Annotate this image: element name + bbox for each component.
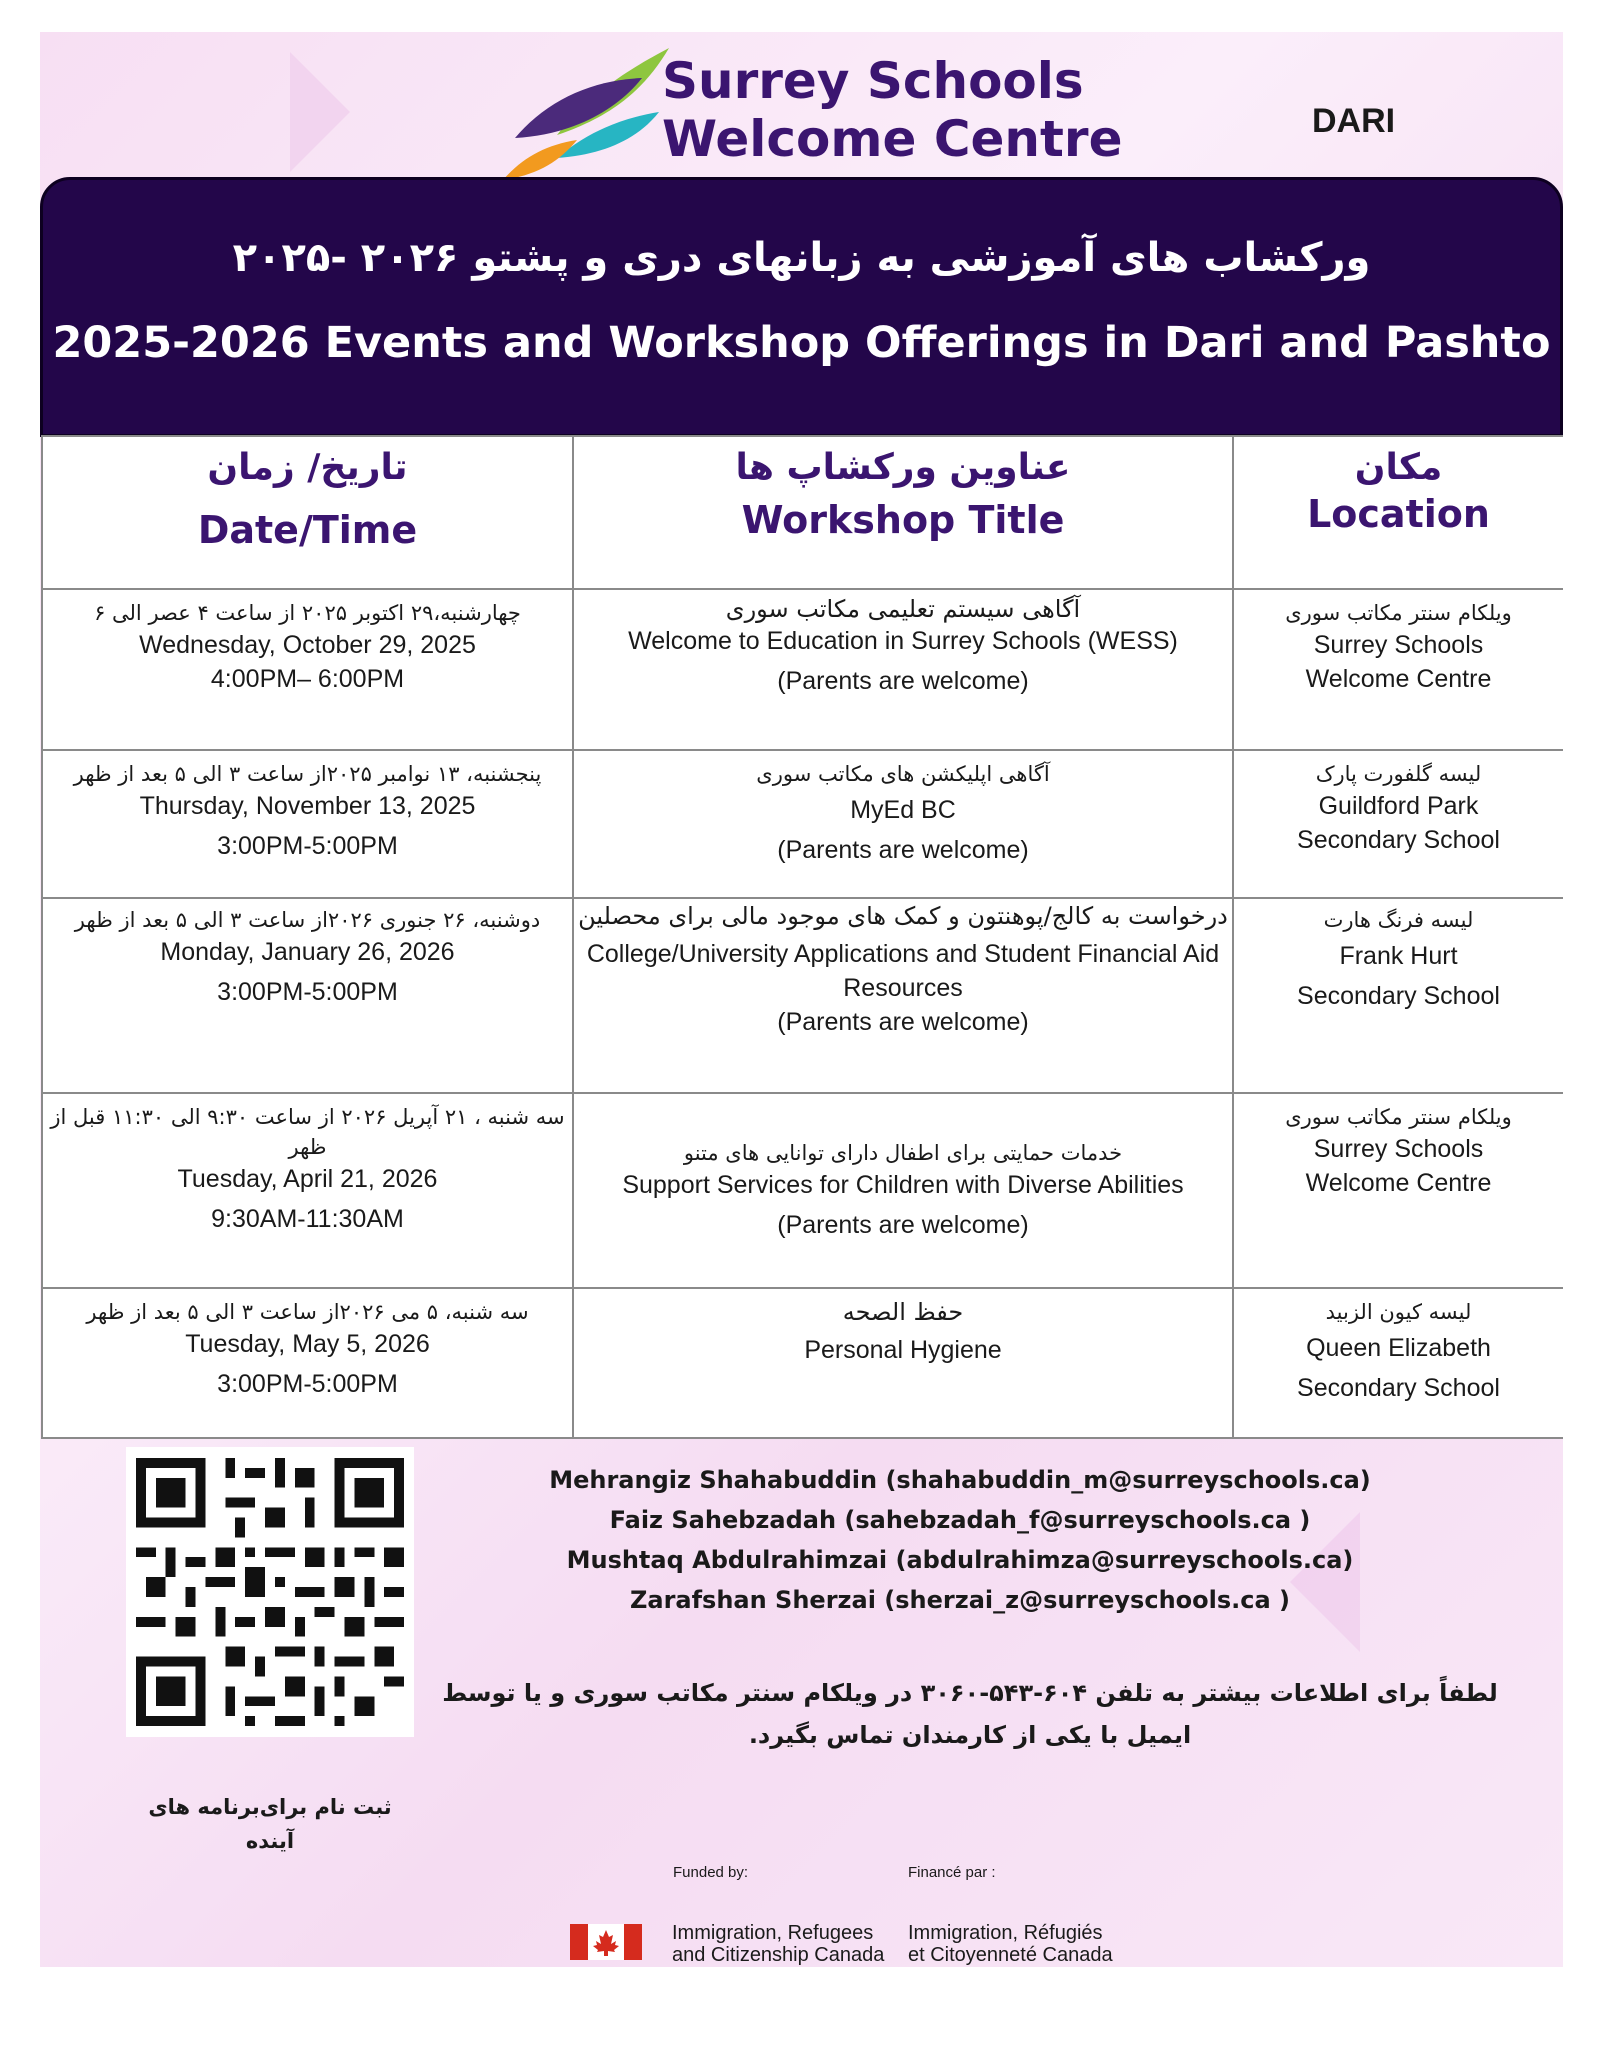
- welcome-centre-logo-icon: [497, 40, 677, 185]
- banner-title-english: 2025-2026 Events and Workshop Offerings in Dari and Pashto: [52, 318, 1551, 368]
- parents-note: (Parents are welcome): [777, 836, 1029, 864]
- title-en: MyEd BC: [850, 796, 956, 824]
- location-fa: لیسه گلفورت پارک: [1315, 762, 1482, 786]
- logo-wordmark: [662, 52, 1123, 168]
- table-header-row: [42, 436, 1563, 589]
- date-en: Tuesday, April 21, 2026: [177, 1165, 438, 1193]
- title-en: Welcome to Education in Surrey Schools (WESS): [628, 627, 1178, 655]
- agency-fr-line2: et Citoyenneté Canada: [908, 1944, 1113, 1966]
- title-fa: درخواست به کالج/پوهنتون و کمک های موجود مالی برای محصلین: [578, 902, 1228, 930]
- flyer-page: [40, 32, 1563, 1967]
- header-location-en: Location: [1307, 492, 1490, 536]
- date-en: Wednesday, October 29, 2025: [139, 631, 476, 659]
- title-cell: [573, 750, 1233, 898]
- canada-flag-icon: [570, 1924, 642, 1960]
- contact-list: [460, 1460, 1460, 1620]
- table-row: [42, 1093, 1563, 1288]
- location-en-line2: Secondary School: [1297, 982, 1500, 1010]
- location-en-line1: Guildford Park: [1318, 792, 1479, 820]
- date-en: Tuesday, May 5, 2026: [185, 1330, 430, 1358]
- header-date-en: Date/Time: [197, 508, 418, 552]
- language-tag: DARI: [1312, 102, 1396, 140]
- decor-triangle: [290, 52, 350, 172]
- location-fa: ویلکام سنتر مکاتب سوری: [1285, 601, 1512, 625]
- registration-qr-code-icon[interactable]: [126, 1447, 414, 1737]
- location-en-line2: Secondary School: [1297, 1374, 1500, 1402]
- location-en-line2: Secondary School: [1297, 826, 1500, 854]
- time-text: 3:00PM-5:00PM: [217, 978, 398, 1006]
- time-text: 4:00PM– 6:00PM: [210, 665, 405, 693]
- location-cell: [1233, 898, 1563, 1093]
- title-en: Support Services for Children with Diverse Abilities: [622, 1171, 1184, 1199]
- date-en: Monday, January 26, 2026: [160, 938, 455, 966]
- header-date-time: [42, 436, 573, 589]
- logo-line-2: Welcome Centre: [662, 110, 1123, 168]
- agency-name-french: [908, 1922, 1113, 1966]
- contact-item[interactable]: Mehrangiz Shahabuddin (shahabuddin_m@surreyschools.ca): [549, 1466, 1371, 1494]
- time-text: 3:00PM-5:00PM: [217, 832, 398, 860]
- title-cell: [573, 1093, 1233, 1288]
- date-cell: [42, 750, 573, 898]
- funded-by-label: Funded by:: [673, 1864, 749, 1881]
- location-fa: ویلکام سنتر مکاتب سوری: [1285, 1105, 1512, 1129]
- header-title-en: Workshop Title: [741, 498, 1065, 542]
- date-cell: [42, 1093, 573, 1288]
- time-text: 9:30AM-11:30AM: [211, 1205, 404, 1233]
- date-cell: [42, 589, 573, 750]
- time-text: 3:00PM-5:00PM: [217, 1370, 398, 1398]
- date-fa: سه شنبه، ۵ می ۲۰۲۶از ساعت ۳ الی ۵ بعد از ظهر: [86, 1300, 529, 1324]
- title-cell: [573, 589, 1233, 750]
- contact-item[interactable]: Mushtaq Abdulrahimzai (abdulrahimza@surreyschools.ca): [566, 1546, 1354, 1574]
- header-location-fa: مکان: [1354, 447, 1443, 488]
- location-en-line2: Welcome Centre: [1305, 1169, 1492, 1197]
- parents-note: (Parents are welcome): [777, 667, 1029, 695]
- contact-item[interactable]: Zarafshan Sherzai (sherzai_z@surreyschools.ca ): [629, 1586, 1291, 1614]
- parents-note: (Parents are welcome): [777, 1008, 1029, 1036]
- location-en-line1: Surrey Schools: [1313, 1135, 1484, 1163]
- header-title-fa: عناوین ورکشاپ ها: [735, 447, 1071, 488]
- qr-caption: ثبت نام برای‌برنامه های آینده: [148, 1795, 392, 1853]
- location-cell: [1233, 589, 1563, 750]
- agency-en-line1: Immigration, Refugees: [672, 1922, 874, 1944]
- title-fa: خدمات حمایتی برای اطفال دارای توانایی های متنو: [683, 1141, 1123, 1165]
- location-en-line2: Welcome Centre: [1305, 665, 1492, 693]
- date-cell: [42, 1288, 573, 1438]
- location-en-line1: Surrey Schools: [1313, 631, 1484, 659]
- title-en: College/University Applications and Student Financial Aid Resources: [586, 940, 1220, 1002]
- date-cell: [42, 898, 573, 1093]
- title-cell: [573, 898, 1233, 1093]
- agency-name-english: [672, 1922, 884, 1966]
- table-row: [42, 750, 1563, 898]
- date-fa: پنجشنبه، ۱۳ نوامبر ۲۰۲۵از ساعت ۳ الی ۵ بعد از ظهر: [73, 762, 542, 786]
- agency-en-line2: and Citizenship Canada: [672, 1944, 885, 1966]
- agency-fr-line1: Immigration, Réfugiés: [908, 1922, 1103, 1944]
- header-date-fa: تاریخ/ زمان: [207, 447, 408, 488]
- date-fa: سه شنبه ، ۲۱ آپریل ۲۰۲۶ از ساعت ۹:۳۰ الی ۱۱:۳۰ قبل از ظهر: [50, 1105, 565, 1159]
- logo-line-1: Surrey Schools: [662, 52, 1084, 110]
- parents-note: (Parents are welcome): [777, 1211, 1029, 1239]
- banner-title-dari: ورکشاب های آموزشی به زبانهای دری و پشتو ۲۰۲۶ -۲۰۲۵: [232, 235, 1371, 281]
- date-en: Thursday, November 13, 2025: [139, 792, 476, 820]
- date-fa: چهارشنبه،۲۹ اکتوبر ۲۰۲۵ از ساعت ۴ عصر الی ۶: [94, 601, 521, 625]
- header-location: [1233, 436, 1563, 589]
- workshop-schedule-table: [41, 435, 1563, 1439]
- contact-note-dari: لطفاً برای اطلاعات بیشتر به تلفن ۶۰۴-۵۴۳-۳۰۶۰ در ویلکام سنتر مکاتب سوری و یا توسط ایمیل با یکی از کارمندان تماس بگیرد.: [442, 1679, 1498, 1749]
- finance-par-label: Financé par :: [908, 1864, 996, 1881]
- table-row: [42, 589, 1563, 750]
- location-en-line1: Queen Elizabeth: [1306, 1334, 1491, 1362]
- title-fa: حفظ الصحه: [842, 1298, 964, 1326]
- title-cell: [573, 1288, 1233, 1438]
- date-fa: دوشنبه، ۲۶ جنوری ۲۰۲۶از ساعت ۳ الی ۵ بعد از ظهر: [74, 908, 541, 932]
- table-row: [42, 898, 1563, 1093]
- contact-item[interactable]: Faiz Sahebzadah (sahebzadah_f@surreyschools.ca ): [609, 1506, 1311, 1534]
- location-fa: لیسه فرنگ هارت: [1323, 908, 1474, 932]
- location-cell: [1233, 1288, 1563, 1438]
- title-fa: آگاهی سیستم تعلیمی مکاتب سوری: [725, 595, 1081, 623]
- header-workshop-title: [573, 436, 1233, 589]
- location-cell: [1233, 1093, 1563, 1288]
- location-cell: [1233, 750, 1563, 898]
- title-fa: آگاهی اپلیکشن های مکاتب سوری: [756, 762, 1050, 786]
- title-en: Personal Hygiene: [804, 1336, 1002, 1364]
- table-row: [42, 1288, 1563, 1438]
- title-banner: [40, 177, 1563, 437]
- location-en-line1: Frank Hurt: [1339, 942, 1458, 970]
- location-fa: لیسه کیون الزبید: [1325, 1300, 1472, 1324]
